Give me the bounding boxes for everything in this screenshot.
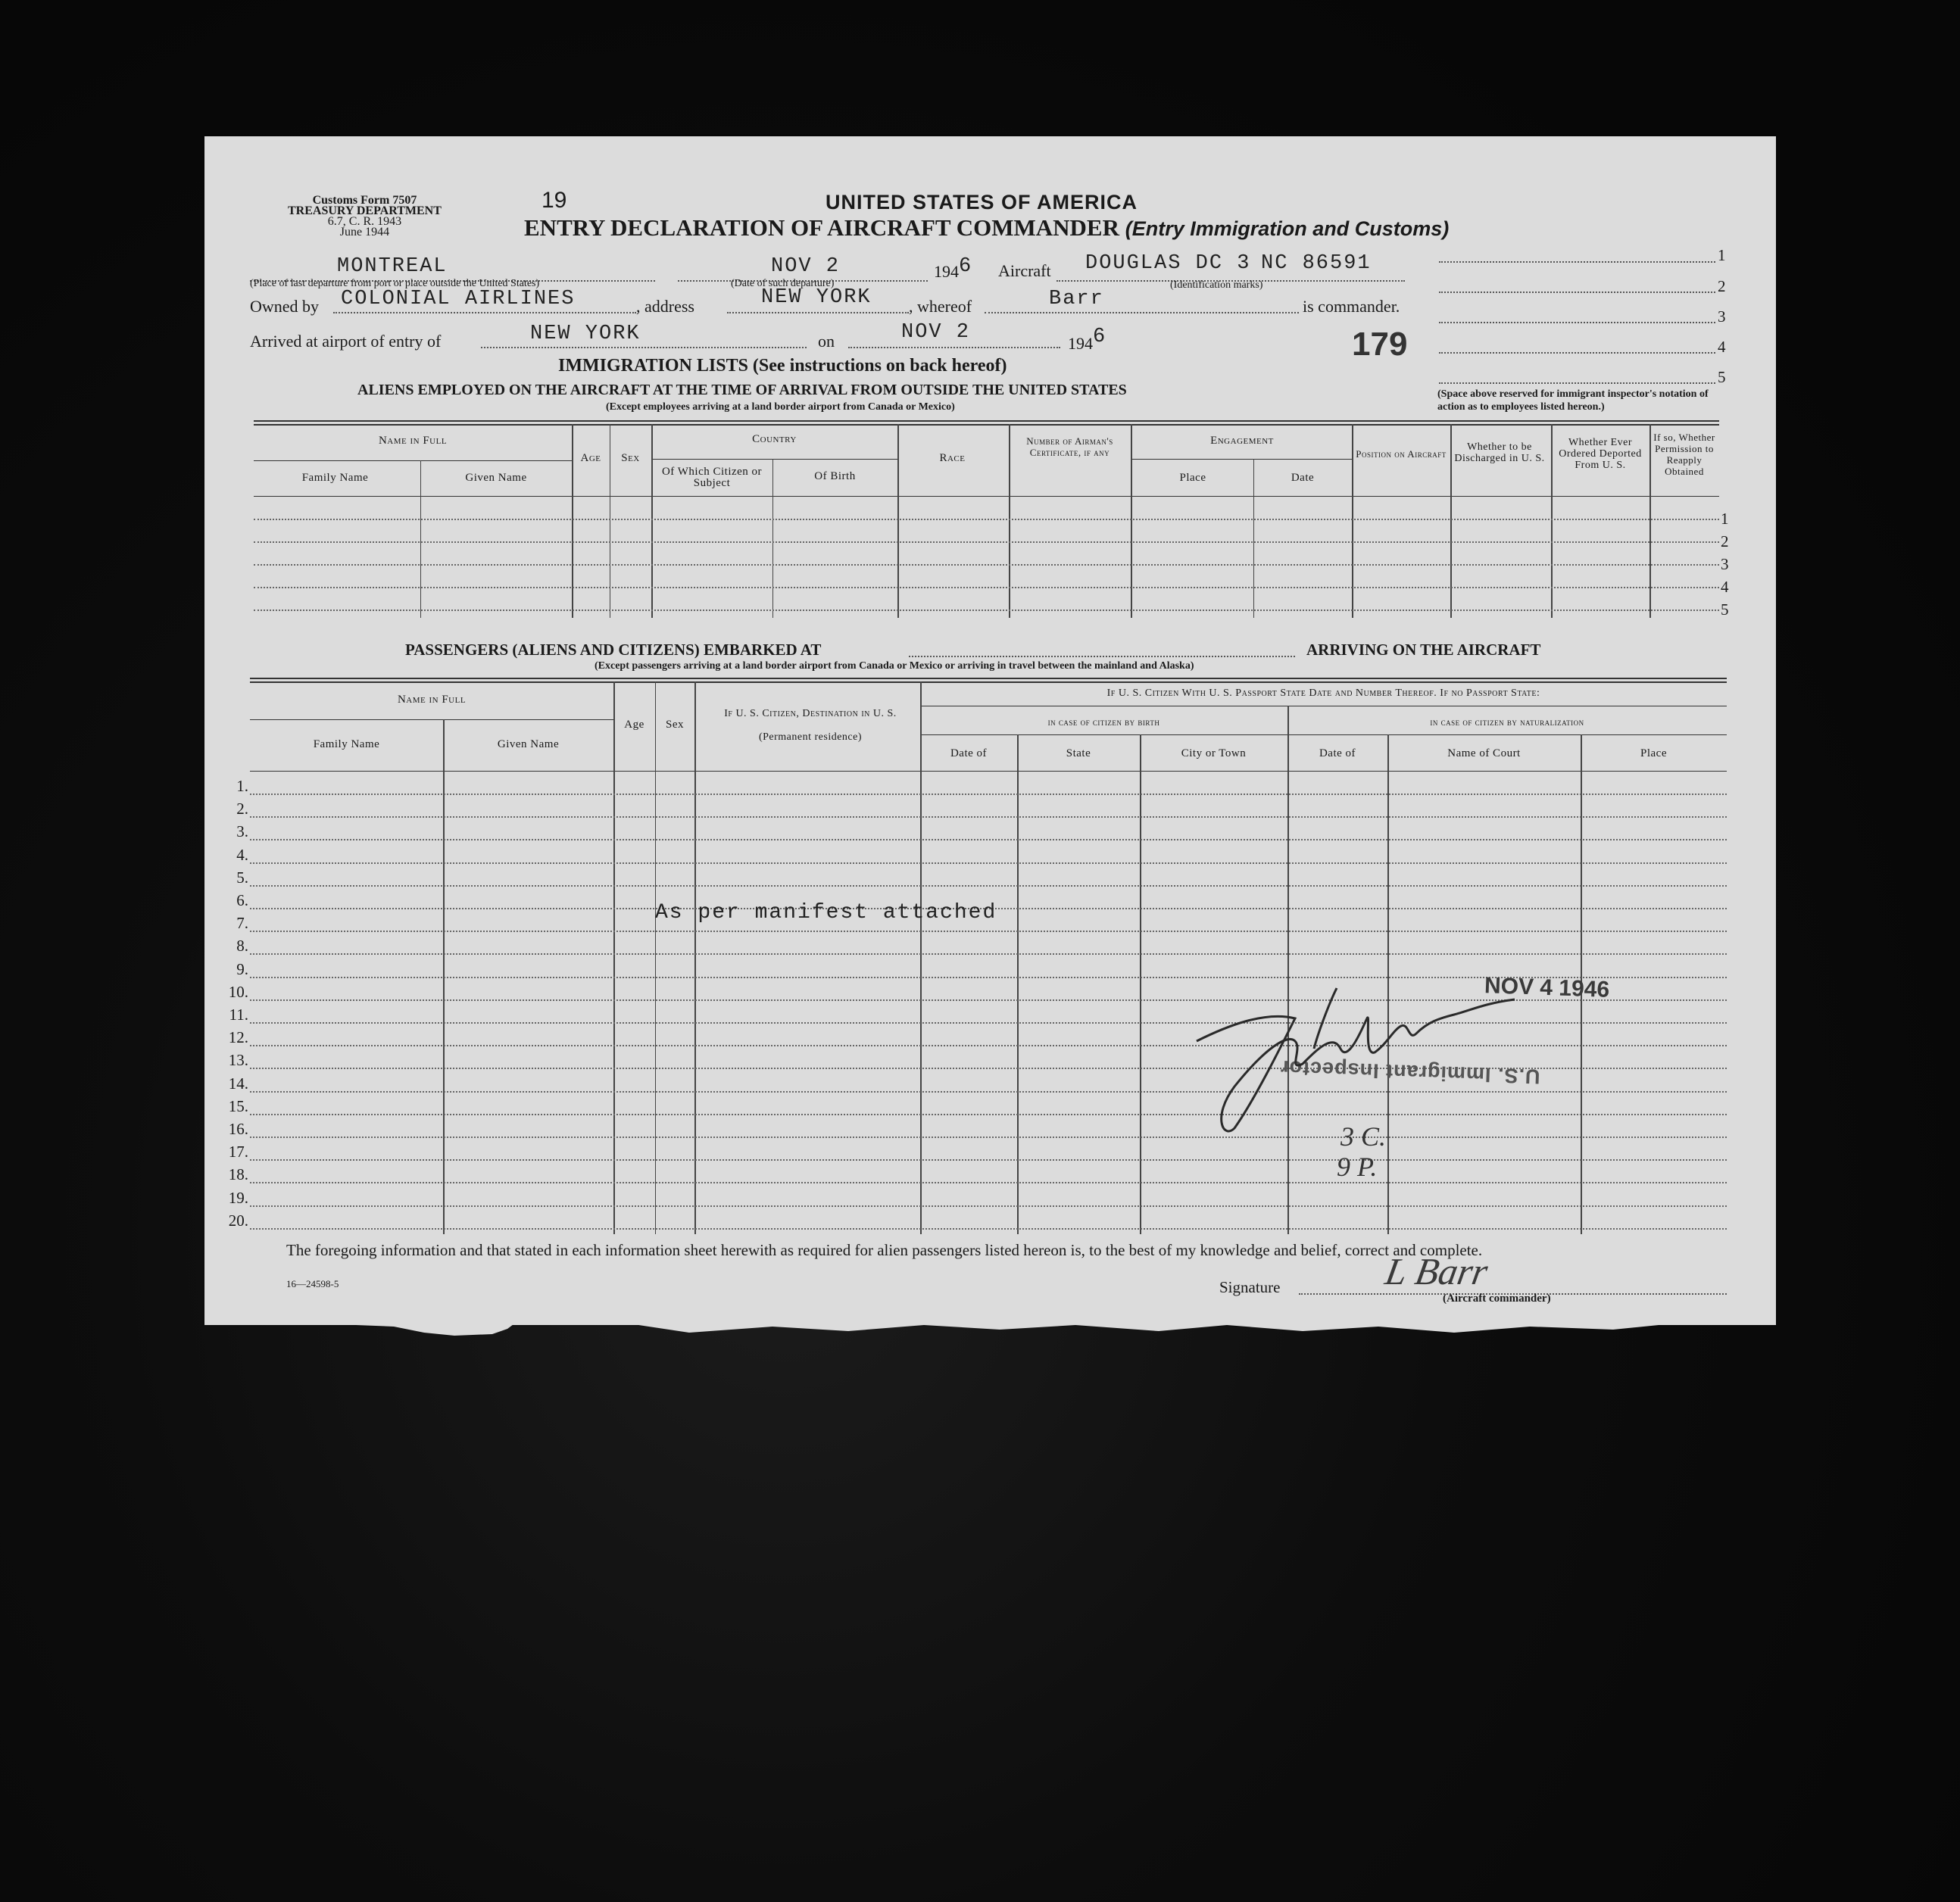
- imm-country-header: Country: [752, 433, 797, 445]
- inspection-stamp-date: NOV 4 1946: [1484, 973, 1610, 1002]
- passenger-row-number: 16.: [228, 1120, 248, 1138]
- signature-caption: (Aircraft commander): [1443, 1292, 1551, 1305]
- pax-header-bottom: [250, 771, 1727, 772]
- imm-row-number-3: 3: [1721, 555, 1729, 573]
- inspector-line-2: [1439, 292, 1715, 293]
- imm-col-line: [772, 459, 773, 618]
- stamp-mark-1: 3 C.: [1340, 1121, 1387, 1152]
- declaration-text: The foregoing information and that stated in each information sheet herewith as required for alien passengers listed hereon is, to the best of my knowledge and belief, correct and complete.: [286, 1241, 1483, 1259]
- pax-col-line: [613, 681, 615, 1234]
- imm-row-number-1: 1: [1721, 510, 1729, 528]
- passenger-row-number: 4.: [236, 846, 248, 864]
- inspector-line-5: [1439, 382, 1715, 384]
- aircraft-label: Aircraft: [998, 261, 1051, 280]
- immigration-note: (Except employees arriving at a land border airport from Canada or Mexico): [606, 401, 955, 413]
- address-label: , address: [636, 297, 694, 316]
- inspector-line-number-2: 2: [1718, 277, 1726, 295]
- arrived-label: Arrived at airport of entry of: [250, 332, 442, 351]
- pax-passport-header: If U. S. Citizen With U. S. Passport State Date and Number Thereof. If no Passport State:: [1106, 688, 1540, 699]
- passenger-row-number: 15.: [228, 1097, 248, 1115]
- passenger-row: [250, 1228, 1727, 1230]
- immigration-table-top: [254, 420, 1719, 422]
- passenger-row-number: 6.: [236, 891, 248, 909]
- imm-engagement-divider: [1132, 459, 1352, 460]
- country-heading: UNITED STATES OF AMERICA: [826, 191, 1138, 214]
- inspector-line-number-3: 3: [1718, 307, 1726, 326]
- imm-airman-header: Number of Airman's Certificate, if any: [1026, 435, 1113, 458]
- pax-col-line: [694, 681, 696, 1234]
- passenger-row-number: 12.: [228, 1028, 248, 1046]
- imm-col-line: [1551, 424, 1553, 618]
- imm-age-header: Age: [580, 452, 601, 464]
- inspector-line-4: [1439, 352, 1715, 354]
- pax-family-header: Family Name: [313, 738, 380, 750]
- arrival-date-line: [848, 347, 1060, 348]
- commander: Barr: [1049, 288, 1104, 310]
- passenger-row-number: 5.: [236, 868, 248, 887]
- passengers-title-right: ARRIVING ON THE AIRCRAFT: [1306, 641, 1541, 659]
- passenger-row-number: 7.: [236, 914, 248, 932]
- imm-col-line: [420, 460, 421, 618]
- pax-destination-sub: (Permanent residence): [758, 731, 863, 743]
- departure-date-caption: (Date of such departure): [731, 278, 835, 289]
- print-code: 16—24598-5: [286, 1278, 339, 1289]
- pax-city-header: City or Town: [1181, 747, 1247, 759]
- pax-dateof2-header: Date of: [1319, 747, 1356, 759]
- imm-row: [254, 519, 1719, 520]
- imm-col-line: [1009, 424, 1010, 618]
- passengers-note: (Except passengers arriving at a land border airport from Canada or Mexico or arriving in travel between the mainland and Alaska): [595, 660, 1194, 672]
- imm-country-divider: [651, 459, 897, 460]
- commander-signature: L Barr: [1382, 1250, 1491, 1292]
- imm-given-header: Given Name: [465, 472, 527, 484]
- passenger-row-number: 13.: [228, 1051, 248, 1069]
- imm-row: [254, 610, 1719, 611]
- pax-dateof-header: Date of: [950, 747, 988, 759]
- pax-age-header: Age: [624, 719, 644, 731]
- passenger-row: [250, 862, 1727, 864]
- embarked-at-line: [909, 656, 1295, 657]
- imm-col-line: [1450, 424, 1452, 618]
- imm-col-line: [1131, 424, 1132, 618]
- imm-permission-header: If so, Whether Permission to Reapply Obtained: [1653, 432, 1715, 477]
- aircraft-type: DOUGLAS DC 3: [1085, 252, 1251, 275]
- imm-header-bottom: [254, 496, 1719, 497]
- imm-col-line: [897, 424, 899, 618]
- pax-name-divider: [250, 719, 613, 720]
- passenger-row-number: 17.: [228, 1143, 248, 1161]
- owner: COLONIAL AIRLINES: [341, 288, 576, 310]
- arrival-airport-line: [481, 347, 807, 348]
- imm-row: [254, 587, 1719, 588]
- passenger-row-number: 2.: [236, 800, 248, 818]
- inspector-line-3: [1439, 322, 1715, 323]
- imm-col-line: [651, 424, 653, 618]
- pax-court-header: Name of Court: [1447, 747, 1521, 759]
- passenger-row-number: 19.: [228, 1189, 248, 1207]
- passenger-row: [250, 816, 1727, 818]
- aircraft-caption: (Identification marks): [1170, 279, 1263, 291]
- departure-place-caption: (Place of last departure from port or place outside the United States): [250, 278, 540, 289]
- pax-state-header: State: [1066, 747, 1091, 759]
- passenger-row: [250, 1182, 1727, 1183]
- aircraft-registration: NC 86591: [1261, 252, 1372, 275]
- immigration-subtitle: ALIENS EMPLOYED ON THE AIRCRAFT AT THE TIME OF ARRIVAL FROM OUTSIDE THE UNITED STATES: [357, 382, 1127, 398]
- inspector-line-number-5: 5: [1718, 368, 1726, 386]
- passenger-row: [250, 839, 1727, 840]
- address-line: [727, 312, 909, 313]
- passenger-row: [250, 1205, 1727, 1207]
- passenger-row-number: 14.: [228, 1074, 248, 1093]
- pax-sex-header: Sex: [666, 719, 684, 731]
- form-id-block: [288, 195, 442, 238]
- imm-race-header: Race: [939, 452, 966, 464]
- inspector-stamp: U.S. Immigrant Inspector: [1279, 1056, 1540, 1088]
- owned-by-label: Owned by: [250, 297, 320, 316]
- imm-row-number-4: 4: [1721, 578, 1729, 596]
- passenger-row-number: 9.: [236, 960, 248, 978]
- form-title-sub: (Entry Immigration and Customs): [1125, 217, 1450, 240]
- imm-deported-header: Whether Ever Ordered Deported From U. S.: [1559, 437, 1642, 471]
- pax-sub-divider: [920, 734, 1727, 735]
- pax-given-header: Given Name: [497, 738, 560, 750]
- form-title-main: ENTRY DECLARATION OF AIRCRAFT COMMANDER: [524, 214, 1119, 241]
- passenger-row: [250, 794, 1727, 795]
- imm-citizen-header: Of Which Citizen or Subject: [661, 466, 763, 489]
- imm-name-header: Name in Full: [378, 435, 448, 447]
- passenger-table-top-2: [250, 681, 1727, 683]
- form-id: Customs Form 7507: [312, 194, 417, 207]
- departure-year: [934, 255, 973, 284]
- imm-col-line: [1649, 424, 1651, 618]
- passenger-row-number: 1.: [236, 777, 248, 795]
- immigration-table-top-2: [254, 424, 1719, 426]
- signature-label: Signature: [1219, 1278, 1281, 1296]
- imm-family-header: Family Name: [301, 472, 369, 484]
- page-number: 19: [541, 188, 567, 213]
- arrival-airport: NEW YORK: [530, 323, 641, 345]
- arrival-year-digit: 6: [1093, 326, 1107, 348]
- passenger-row-number: 20.: [228, 1211, 248, 1230]
- inspector-signature: [1181, 958, 1537, 1147]
- form-title: [524, 214, 1449, 242]
- address: NEW YORK: [761, 286, 872, 309]
- manifest-note: As per manifest attached: [655, 901, 997, 924]
- departure-year-digit: 6: [959, 255, 973, 278]
- imm-name-divider: [254, 460, 572, 461]
- inspector-line-number-4: 4: [1718, 338, 1726, 356]
- commander-line: [985, 312, 1299, 313]
- pax-col-line: [920, 681, 922, 1234]
- department: TREASURY DEPARTMENT: [288, 204, 442, 217]
- imm-date-header: Date: [1291, 472, 1315, 484]
- stamp-number: 179: [1352, 326, 1408, 363]
- stamp-mark-2: 9 P.: [1337, 1152, 1378, 1182]
- imm-engagement-header: Engagement: [1210, 435, 1274, 447]
- departure-date: NOV 2: [771, 255, 841, 278]
- passenger-row-number: 11.: [229, 1006, 248, 1024]
- edition: June 1944: [339, 226, 390, 239]
- passenger-row: [250, 1159, 1727, 1161]
- departure-place: MONTREAL: [337, 255, 448, 278]
- passenger-row-number: 18.: [228, 1165, 248, 1183]
- pax-destination-header: If U. S. Citizen, Destination in U. S.: [724, 708, 897, 719]
- imm-col-line: [1352, 424, 1353, 618]
- departure-year-prefix: 194: [934, 262, 959, 281]
- pax-name-header: Name in Full: [397, 694, 467, 706]
- immigration-title: IMMIGRATION LISTS (See instructions on back hereof): [558, 356, 1007, 376]
- whereof-label: , whereof: [909, 297, 972, 316]
- arrival-year-prefix: 194: [1068, 334, 1093, 353]
- imm-row: [254, 564, 1719, 566]
- imm-birth-header: Of Birth: [814, 470, 856, 482]
- passenger-row: [250, 931, 1727, 932]
- imm-discharged-header: Whether to be Discharged in U. S.: [1454, 441, 1545, 464]
- imm-col-line: [572, 424, 573, 618]
- on-label: on: [818, 332, 835, 351]
- imm-col-line: [1253, 459, 1254, 618]
- arrival-date: NOV 2: [901, 321, 971, 344]
- passenger-row: [250, 885, 1727, 887]
- pax-naturalization-header: in case of citizen by naturalization: [1430, 716, 1584, 728]
- passengers-title-left: PASSENGERS (ALIENS AND CITIZENS) EMBARKED AT: [405, 641, 822, 659]
- regulation: 6.7, C. R. 1943: [327, 215, 402, 228]
- imm-place-header: Place: [1179, 472, 1206, 484]
- form-sheet: [204, 136, 1776, 1325]
- imm-row-number-5: 5: [1721, 600, 1729, 619]
- pax-place-header: Place: [1640, 747, 1667, 759]
- passenger-row: [250, 953, 1727, 955]
- imm-position-header: Position on Aircraft: [1356, 448, 1447, 460]
- passenger-row-number: 3.: [236, 822, 248, 840]
- pax-birth-header: in case of citizen by birth: [1047, 716, 1160, 728]
- inspector-line-1: [1439, 261, 1715, 263]
- owner-line: [333, 312, 636, 313]
- commander-suffix: is commander.: [1303, 297, 1400, 316]
- passenger-row-number: 8.: [236, 937, 248, 955]
- passenger-row-number: 10.: [228, 983, 248, 1001]
- pax-col-line: [655, 681, 656, 1234]
- arrival-year: [1068, 326, 1107, 356]
- imm-row-number-2: 2: [1721, 532, 1729, 550]
- imm-row: [254, 541, 1719, 543]
- inspector-caption: (Space above reserved for immigrant inspector's notation of action as to employees listed hereon.): [1437, 388, 1709, 413]
- passenger-table-top: [250, 678, 1727, 679]
- imm-sex-header: Sex: [621, 452, 640, 464]
- inspector-line-number-1: 1: [1718, 246, 1726, 264]
